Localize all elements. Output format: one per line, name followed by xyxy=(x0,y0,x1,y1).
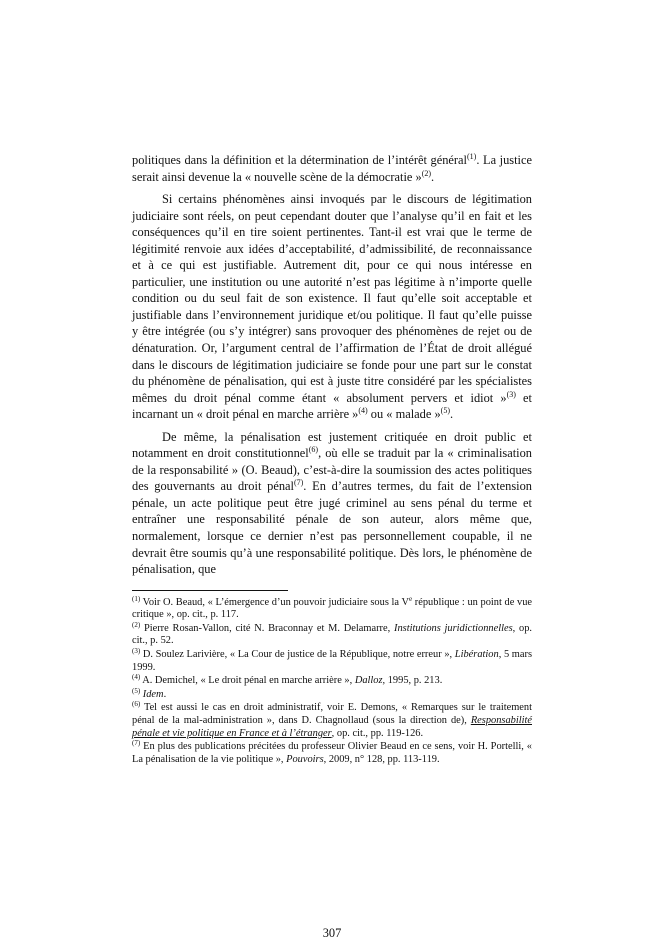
footnote-text: , 2009, n° 128, pp. 113-119. xyxy=(323,753,440,765)
footnotes xyxy=(132,594,533,767)
footnote-3 xyxy=(132,649,532,674)
footnote-mark: (7) xyxy=(132,739,141,748)
footnote-title: Pouvoirs xyxy=(286,753,324,765)
footnote-mark: (2) xyxy=(132,620,141,629)
superscript: e xyxy=(409,594,413,603)
footnote-1 xyxy=(132,594,533,622)
footnote-title: Institutions juridictionnelles xyxy=(394,622,513,634)
footnote-text: 1995, p. 213. xyxy=(385,675,443,687)
footnote-ref-4[interactable]: (4) xyxy=(358,406,368,416)
footnote-6 xyxy=(132,702,532,740)
text-run: politiques dans la définition et la détermination de l’intérêt général xyxy=(132,153,467,167)
text-run: et incarnant un « droit pénal en marche arrière » xyxy=(132,390,532,422)
footnote-text: En plus des publications précitées du professeur Olivier Beaud en ce sens, voir H. Portelli, « La pénalisation de la vie politique », xyxy=(132,741,532,765)
footnote-ref-2[interactable]: (2) xyxy=(421,168,432,178)
footnote-mark: (3) xyxy=(132,647,141,656)
paragraph-1 xyxy=(132,152,532,185)
footnote-text: , 5 mars 1999. xyxy=(132,649,533,673)
text-run: . xyxy=(449,407,454,422)
footnote-mark: (4) xyxy=(132,673,141,682)
footnote-title: Libération xyxy=(454,649,499,661)
page-number: 307 xyxy=(322,926,342,940)
text-run: . En d’autres termes, du fait de l’extension pénale, un acte politique peut être jugé criminel au sens pénal du terme et entraîner une responsabilité pénale de son auteur, alors même que, normalement, lorsque ce dernier n’est pas personnellement coupable, il ne devrait être soumis qu’à une responsabilité politique. Dès lors, le phénomène de pénalisation, que xyxy=(132,479,533,577)
footnote-text: , op. cit., p. 52. xyxy=(132,622,533,647)
body-text xyxy=(132,152,532,578)
text-run: Si certains phénomènes ainsi invoqués par le discours de légitimation judiciaire sont réels, on peut cependant douter que l’analyse qu’il en fait et les conséquences qu’il en tire soient pertinentes. Tant-il est vrai que le terme de légitimité renvoie aux idées d’acceptabilité, d’admissibilité, de reconnaissance et à ce qui est justifiable. Autrement dit, pour ce qui nous intéresse en particulier, une institution ou une autorité n’est pas légitime à n’importe quelle condition ou du seul fait de son existence. Il faut qu’elle soit acceptable et justifiable dans l’environnement juridique et/ou politique. Il faut qu’elle puisse y être intégrée (ou s’y intégrer) sans provoquer des phénomènes de rejet ou de dénaturation. Or, l’argument central de l’affirmation de l’État de droit allégué dans le discours de légitimation judiciaire se fonde pour une part sur le constat du phénomène de pénalisation, qui est à juste titre considéré par les spécialistes mêmes du droit pénal comme étant « absolument pervers et idiot » xyxy=(132,192,532,405)
footnote-title: Idem xyxy=(142,688,164,700)
footnote-text: . xyxy=(163,688,167,700)
footnote-ref-1[interactable]: (1) xyxy=(467,152,477,161)
footnote-ref-6[interactable]: (6) xyxy=(308,445,319,455)
footnote-2 xyxy=(132,620,533,648)
footnote-4 xyxy=(132,675,532,688)
footnote-text: république : un point de vue critique », op. cit., p. 117. xyxy=(132,596,533,621)
footnote-5 xyxy=(132,686,532,702)
footnote-title: Responsabilité pénale et vie politique en France et à l’étranger xyxy=(132,715,532,739)
footnote-separator xyxy=(132,590,288,591)
text-run: De même, la pénalisation est justement critiquée en droit public et notamment en droit constitutionnel xyxy=(132,429,532,461)
footnote-ref-3[interactable]: (3) xyxy=(506,389,516,399)
footnote-7 xyxy=(132,741,532,766)
footnote-title: Dalloz, xyxy=(354,675,386,687)
text-run: . xyxy=(431,169,435,184)
footnote-mark: (6) xyxy=(132,700,141,709)
text-run: ou « malade » xyxy=(367,407,441,422)
footnote-mark: (1) xyxy=(132,594,141,603)
footnote-text: , op. cit., pp. 119-126. xyxy=(331,727,424,739)
paragraph-2 xyxy=(132,191,532,423)
footnote-text: Pierre Rosan-Vallon, cité N. Braconnay et M. Delamarre, xyxy=(140,622,394,634)
footnote-ref-5[interactable]: (5) xyxy=(440,406,450,416)
paragraph-3 xyxy=(132,429,532,578)
footnote-ref-7[interactable]: (7) xyxy=(293,478,304,488)
footnote-text: D. Soulez Larivière, « La Cour de justice de la République, notre erreur », xyxy=(140,649,455,661)
text-run: , où elle se traduit par la « criminalisation de la responsabilité » (O. Beaud), c’est-à-dire la soumission des actes politiques des gouvernants au droit pénal xyxy=(132,446,532,494)
text-run: . La justice serait ainsi devenue la « nouvelle scène de la démocratie » xyxy=(132,153,532,184)
footnote-mark: (5) xyxy=(132,686,141,695)
footnote-text: Tel est aussi le cas en droit administratif, voir E. Demons, « Remarques sur le traitement pénal de la mal-administration », dans D. Chagnollaud (sous la direction de), xyxy=(132,702,532,727)
footnote-text: Voir O. Beaud, « L’émergence d’un pouvoir judiciaire sous la V xyxy=(140,596,410,608)
footnote-text: A. Demichel, « Le droit pénal en marche arrière », xyxy=(140,675,355,687)
page xyxy=(132,152,533,940)
